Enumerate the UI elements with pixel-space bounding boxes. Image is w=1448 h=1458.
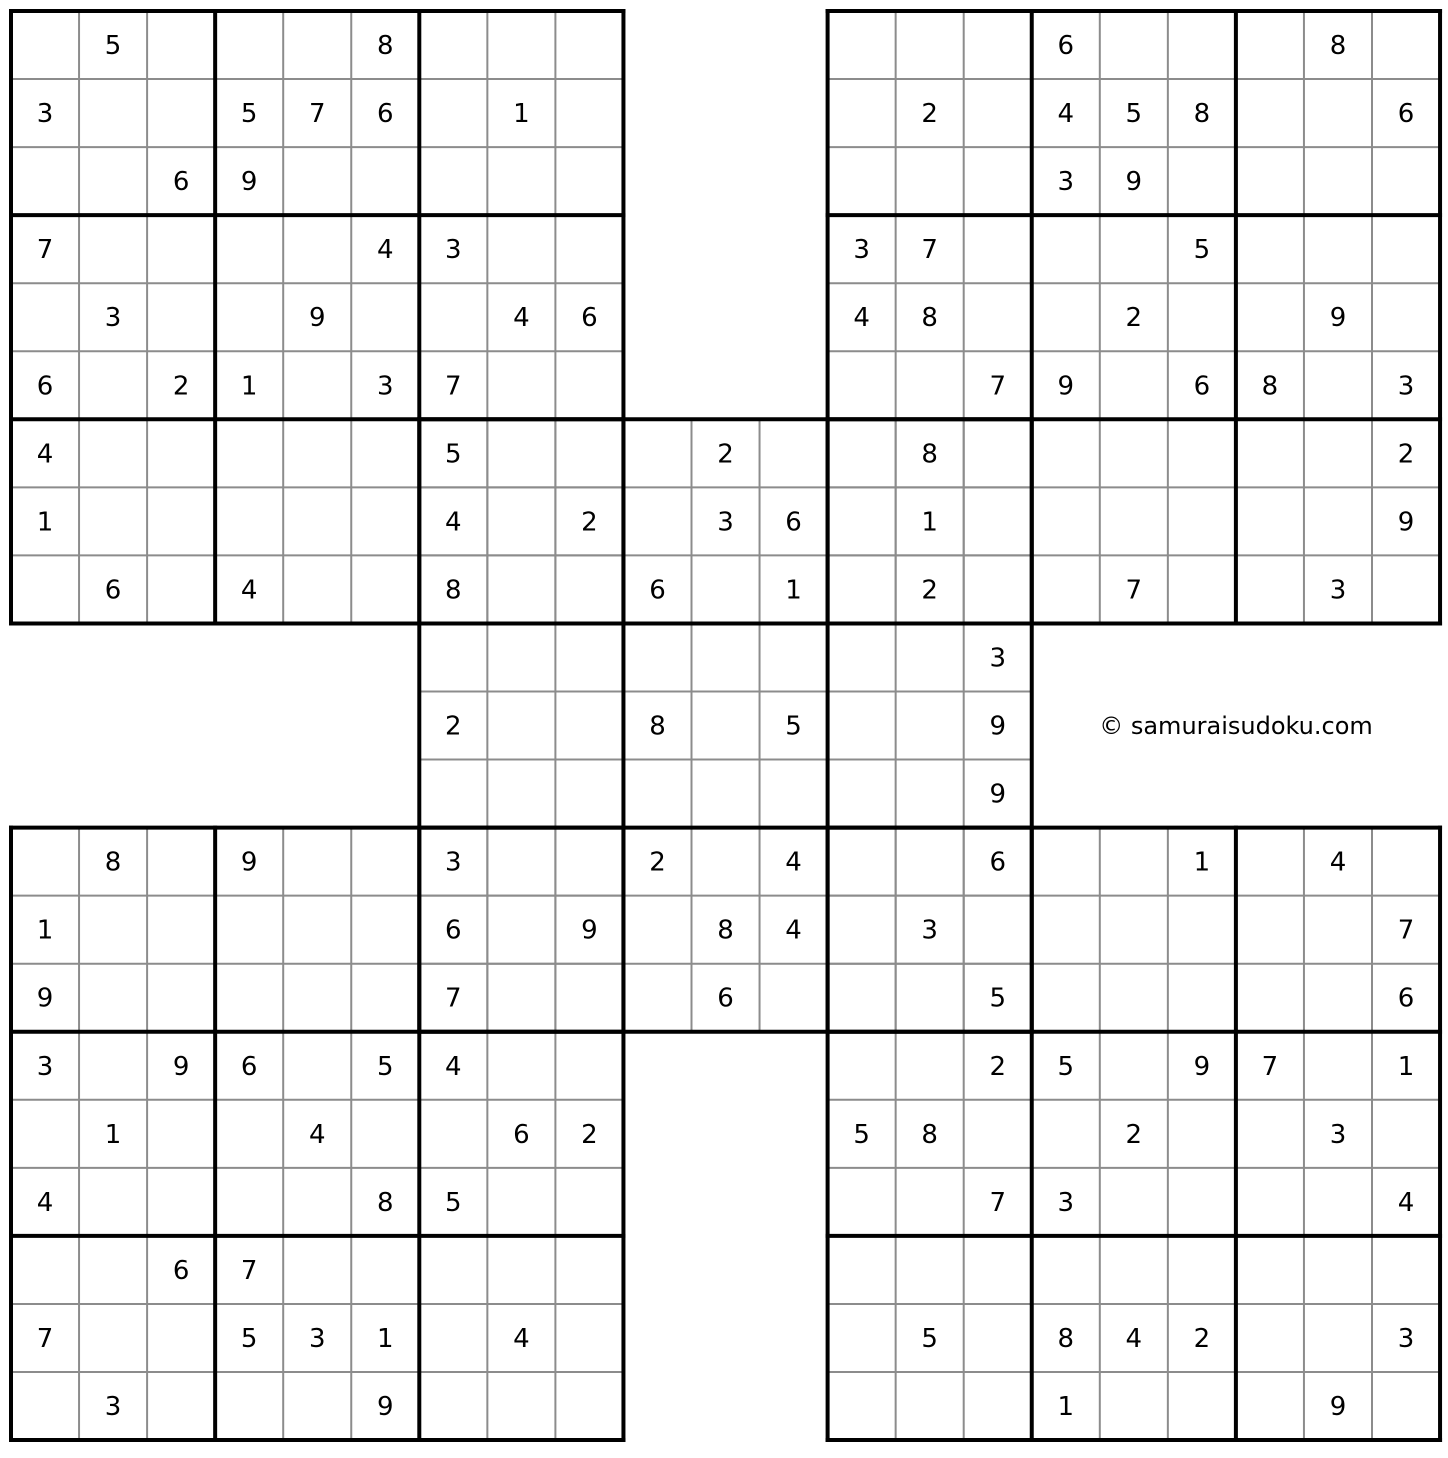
cell-digit: 4 [513, 1323, 530, 1354]
cell-digit: 7 [1261, 1051, 1279, 1082]
cell-digit: 5 [989, 983, 1006, 1014]
cell-digit: 5 [445, 439, 462, 470]
cell-digit: 6 [1193, 371, 1211, 402]
cell-digit: 7 [445, 371, 462, 402]
cell-digit: 9 [240, 167, 258, 198]
cell-digit: 9 [1397, 507, 1415, 538]
cell-digit: 2 [921, 575, 938, 606]
cell-digit: 5 [853, 1119, 870, 1150]
cell-digit: 4 [377, 235, 394, 266]
cell-digit: 1 [1193, 847, 1211, 878]
cell-digit: 5 [785, 711, 802, 742]
copyright-credit: © samuraisudoku.com [1099, 712, 1373, 740]
cell-digit: 3 [104, 1392, 122, 1423]
cell-digit: 9 [36, 983, 54, 1014]
cell-digit: 6 [581, 303, 598, 334]
cell-digit: 4 [785, 847, 802, 878]
cell-digit: 1 [104, 1119, 122, 1150]
cell-digit: 3 [1057, 1187, 1075, 1218]
cell-digit: 4 [1329, 847, 1347, 878]
cell-digit: 7 [989, 1187, 1006, 1218]
cell-digit: 1 [36, 915, 54, 946]
cell-digit: 3 [853, 235, 870, 266]
cell-digit: 3 [104, 303, 122, 334]
cell-digit: 9 [1057, 371, 1075, 402]
cell-digit: 9 [989, 711, 1006, 742]
cell-digit: 5 [1057, 1051, 1075, 1082]
cell-digit: 6 [104, 575, 122, 606]
cell-digit: 5 [445, 1187, 462, 1218]
cell-digit: 2 [649, 847, 666, 878]
cell-digit: 7 [36, 235, 54, 266]
cell-digit: 8 [1057, 1323, 1075, 1354]
cell-digit: 2 [989, 1051, 1006, 1082]
cell-digit: 8 [921, 439, 938, 470]
cell-digit: 7 [921, 235, 938, 266]
cell-digit: 1 [921, 507, 938, 538]
cell-digit: 8 [377, 1187, 394, 1218]
cell-digit: 8 [377, 31, 394, 62]
cell-digit: 1 [240, 371, 258, 402]
cell-digit: 6 [785, 507, 802, 538]
cell-digit: 9 [581, 915, 598, 946]
cell-digit: 5 [1193, 235, 1211, 266]
cell-digit: 3 [36, 1051, 54, 1082]
cell-digit: 2 [581, 1119, 598, 1150]
cell-digit: 4 [240, 575, 258, 606]
cell-digit: 3 [1397, 1323, 1415, 1354]
cell-digit: 8 [717, 915, 734, 946]
cell-digit: 1 [1057, 1392, 1075, 1423]
cell-digit: 4 [445, 1051, 462, 1082]
cell-digit: 4 [785, 915, 802, 946]
cell-digit: 8 [1193, 99, 1211, 130]
cell-digit: 2 [172, 371, 190, 402]
cell-digit: 6 [649, 575, 666, 606]
cell-digit: 3 [717, 507, 734, 538]
cell-digit: 8 [921, 303, 938, 334]
cell-digit: 1 [36, 507, 54, 538]
cell-digit: 4 [1057, 99, 1075, 130]
cell-digit: 6 [172, 1255, 190, 1286]
cell-digit: 3 [1057, 167, 1075, 198]
cell-digit: 3 [308, 1323, 326, 1354]
cell-digit: 3 [1329, 575, 1347, 606]
cell-digit: 6 [36, 371, 54, 402]
cell-digit: 5 [240, 99, 258, 130]
cell-digit: 1 [1397, 1051, 1415, 1082]
cell-digit: 6 [1397, 983, 1415, 1014]
cell-digit: 9 [1193, 1051, 1211, 1082]
cell-digit: 4 [36, 1187, 54, 1218]
cell-digit: 6 [1057, 31, 1075, 62]
cell-digit: 8 [649, 711, 666, 742]
cell-digit: 4 [1397, 1187, 1415, 1218]
cell-digit: 2 [1193, 1323, 1211, 1354]
cell-digit: 6 [989, 847, 1006, 878]
cell-digit: 8 [445, 575, 462, 606]
cell-digit: 3 [445, 847, 462, 878]
cell-digit: 2 [581, 507, 598, 538]
cell-digit: 9 [240, 847, 258, 878]
cell-digit: 9 [172, 1051, 190, 1082]
cell-digit: 4 [308, 1119, 326, 1150]
cell-digit: 7 [36, 1323, 54, 1354]
cell-digit: 4 [853, 303, 870, 334]
cell-digit: 5 [104, 31, 122, 62]
cell-digit: 8 [921, 1119, 938, 1150]
cell-digit: 2 [717, 439, 734, 470]
cell-digit: 1 [377, 1323, 394, 1354]
cell-digit: 2 [445, 711, 462, 742]
cell-digit: 5 [240, 1323, 258, 1354]
cell-digit: 9 [1329, 303, 1347, 334]
cell-digit: 3 [921, 915, 938, 946]
cell-digit: 6 [377, 99, 394, 130]
cell-digit: 9 [1329, 1392, 1347, 1423]
cell-digit: 3 [1329, 1119, 1347, 1150]
cell-digit: 9 [377, 1392, 394, 1423]
cell-digit: 5 [1125, 99, 1143, 130]
cell-digit: 7 [989, 371, 1006, 402]
cell-digit: 3 [989, 643, 1006, 674]
cell-digit: 7 [1397, 915, 1415, 946]
cell-digit: 7 [445, 983, 462, 1014]
cell-digit: 2 [1397, 439, 1415, 470]
cell-digit: 2 [1125, 303, 1143, 334]
cell-digit: 4 [513, 303, 530, 334]
cell-digit: 3 [36, 99, 54, 130]
cell-digit: 8 [1261, 371, 1279, 402]
cell-digit: 3 [1397, 371, 1415, 402]
cell-digit: 6 [445, 915, 462, 946]
cell-digit: 3 [377, 371, 394, 402]
cell-digit: 6 [240, 1051, 258, 1082]
cell-digit: 6 [172, 167, 190, 198]
cell-digit: 6 [1397, 99, 1415, 130]
cell-digit: 4 [36, 439, 54, 470]
cell-digit: 2 [1125, 1119, 1143, 1150]
cell-digit: 9 [308, 303, 326, 334]
cell-digit: 1 [785, 575, 802, 606]
cell-digit: 7 [308, 99, 326, 130]
cell-digit: 4 [445, 507, 462, 538]
cell-digit: 7 [1125, 575, 1143, 606]
cell-digit: 6 [513, 1119, 530, 1150]
cell-digit: 2 [921, 99, 938, 130]
cell-digit: 3 [445, 235, 462, 266]
cell-digit: 1 [513, 99, 530, 130]
cell-digit: 5 [377, 1051, 394, 1082]
cell-digit: 8 [104, 847, 122, 878]
cell-digit: 9 [989, 779, 1006, 810]
cell-digit: 9 [1125, 167, 1143, 198]
cell-digit: 8 [1329, 31, 1347, 62]
cell-digit: 6 [717, 983, 734, 1014]
cell-digit: 7 [240, 1255, 258, 1286]
cell-digit: 5 [921, 1323, 938, 1354]
cell-digit: 4 [1125, 1323, 1143, 1354]
